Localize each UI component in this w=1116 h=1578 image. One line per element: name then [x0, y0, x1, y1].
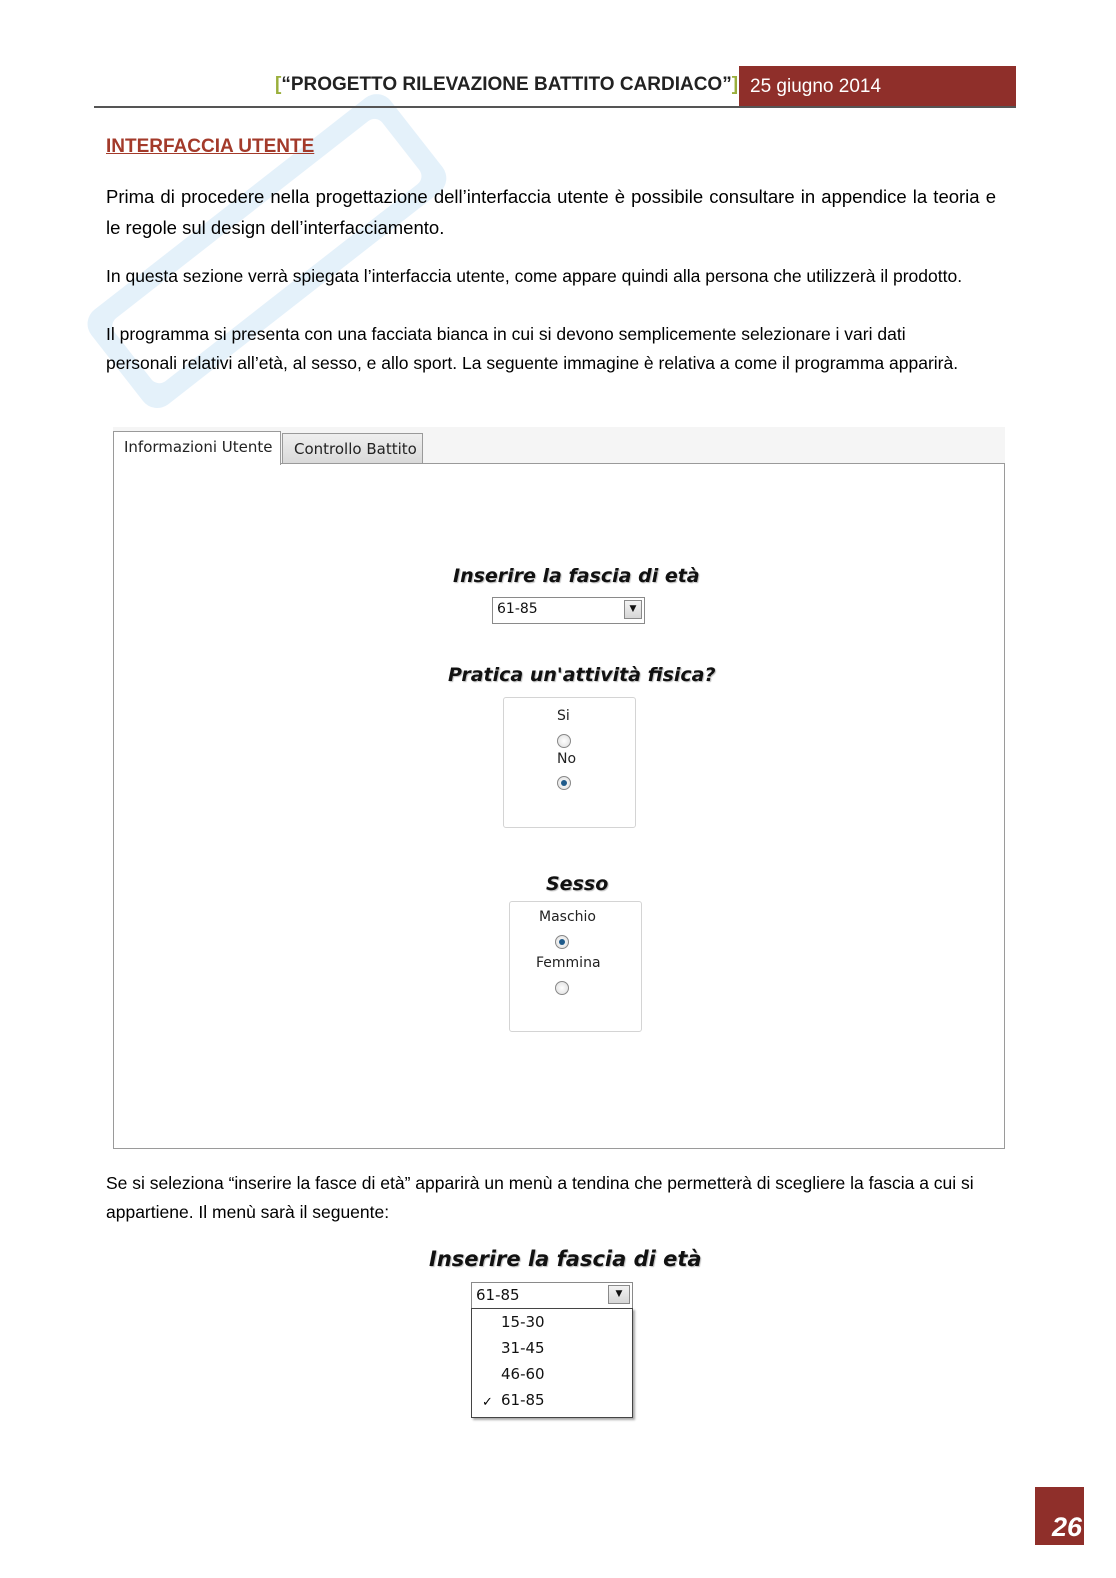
sex-option-maschio-label: Maschio: [539, 909, 596, 925]
age-combobox-value: 61-85: [497, 601, 538, 617]
triangle-down-icon[interactable]: ▼: [608, 1285, 630, 1304]
menu-item[interactable]: 15-30: [501, 1313, 545, 1331]
page-number-underline: [1035, 1542, 1084, 1545]
menu-item-selected[interactable]: 61-85: [501, 1391, 545, 1409]
menu-item[interactable]: 46-60: [501, 1365, 545, 1383]
sex-groupbox: [509, 901, 642, 1032]
section-title: INTERFACCIA UTENTE: [106, 136, 315, 157]
sex-radio-maschio[interactable]: [555, 935, 569, 949]
paragraph-3: Il programma si presenta con una facciata bianca in cui si devono semplicemente selezionare i vari dati personali relativi all’età, al sesso, e allo sport. La seguente immagine è relativa a come il programma apparirà.: [106, 324, 959, 373]
sex-radio-femmina[interactable]: [555, 981, 569, 995]
paragraph-2: In questa sezione verrà spiegata l’interfaccia utente, come appare quindi alla persona che utilizzerà il prodotto.: [106, 266, 963, 286]
age-combobox[interactable]: [492, 597, 645, 624]
activity-label: Pratica un'attività fisica?: [448, 664, 716, 686]
header-title: [“PROGETTO RILEVAZIONE BATTITO CARDIACO”]: [275, 74, 739, 95]
dropdown-example-label: Inserire la fascia di età: [429, 1247, 702, 1271]
checkmark-icon: ✓: [482, 1394, 493, 1409]
watermark-logo: [40, 40, 500, 470]
intro-paragraph: Prima di procedere nella progettazione dell’interfaccia utente è possibile consultare in appendice la teoria e le regole sul design dell’interfacciamento.: [106, 186, 996, 238]
app-screenshot: [113, 427, 1005, 1149]
activity-groupbox: [503, 697, 636, 828]
activity-radio-no[interactable]: [557, 776, 571, 790]
dropdown-menu: [471, 1308, 633, 1418]
dropdown-example-combobox[interactable]: [471, 1282, 633, 1309]
tab-panel: [113, 463, 1005, 1149]
sex-option-femmina-label: Femmina: [536, 955, 601, 971]
sex-label: Sesso: [546, 873, 609, 895]
activity-option-no-label: No: [557, 751, 577, 767]
age-label: Inserire la fascia di età: [453, 565, 700, 587]
header-rule: [94, 106, 1016, 108]
page-number: 26: [1035, 1487, 1084, 1542]
tab-controllo-battito[interactable]: Controllo Battito: [282, 433, 423, 464]
paragraph-4: Se si seleziona “inserire la fasce di età” apparirà un menù a tendina che permetterà di scegliere la fascia a cui si appartiene. Il menù sarà il seguente:: [106, 1173, 974, 1222]
activity-option-si-label: Si: [557, 708, 570, 724]
tab-informazioni-utente[interactable]: Informazioni Utente: [113, 431, 281, 465]
activity-radio-si[interactable]: [557, 734, 571, 748]
dropdown-example-value: 61-85: [476, 1286, 520, 1304]
menu-item[interactable]: 31-45: [501, 1339, 545, 1357]
triangle-down-icon[interactable]: ▼: [624, 600, 642, 619]
header-date: 25 giugno 2014: [739, 66, 1016, 106]
